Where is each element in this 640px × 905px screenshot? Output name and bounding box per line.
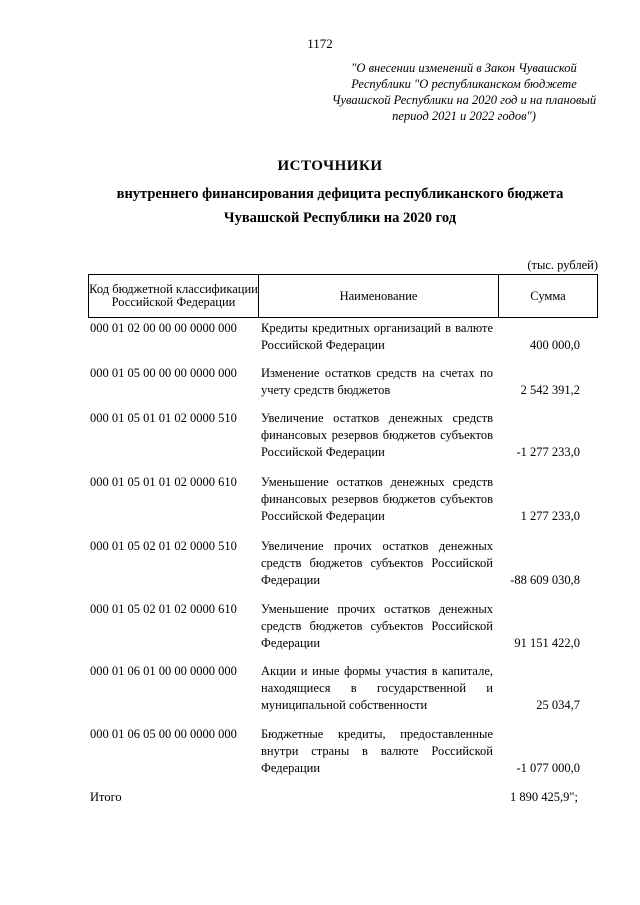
header-code: Код бюджетной классификации Российской Федерации	[89, 275, 259, 317]
row-name: Увеличение прочих остатков денежных средств бюджетов субъектов Российской Федерации	[261, 539, 493, 587]
row-amount: 2 542 391,2	[520, 383, 580, 397]
row-amount: 400 000,0	[530, 338, 580, 352]
row-name: Кредиты кредитных организаций в валюте Российской Федерации	[261, 321, 493, 352]
row-amount: -88 609 030,8	[510, 573, 580, 587]
page-number: 1172	[307, 36, 333, 51]
document-heading	[40, 182, 640, 230]
header-name: Наименование	[259, 275, 499, 317]
row-code: 000 01 05 00 00 00 0000 000	[90, 366, 237, 380]
heading-line-1: внутреннего финансирования дефицита республиканского бюджета	[116, 186, 564, 202]
row-code: 000 01 02 00 00 00 0000 000	[90, 321, 237, 335]
heading-line-2: Чувашской Республики на 2020 год	[223, 210, 457, 226]
row-code: 000 01 05 02 01 02 0000 510	[90, 539, 237, 553]
row-amount: 1 277 233,0	[520, 509, 580, 523]
units-label: (тыс. рублей)	[527, 258, 598, 272]
law-reference: "О внесении изменений в Закон Чувашской Республики "О республиканском бюджете Чувашской Республики на 2020 год и на плановый период 2021 и 2022 годов")	[331, 61, 597, 123]
row-amount: 25 034,7	[536, 698, 580, 712]
total-label: Итого	[90, 790, 122, 804]
row-name: Бюджетные кредиты, предоставленные внутри страны в валюте Российской Федерации	[261, 727, 493, 775]
row-name: Уменьшение остатков денежных средств финансовых резервов бюджетов субъектов Российской Федерации	[261, 475, 493, 523]
row-amount: 91 151 422,0	[514, 636, 580, 650]
row-code: 000 01 06 05 00 00 0000 000	[90, 727, 237, 741]
table-header	[88, 274, 598, 318]
row-name: Изменение остатков средств на счетах по учету средств бюджетов	[261, 366, 493, 397]
row-code: 000 01 05 01 01 02 0000 510	[90, 411, 237, 425]
row-name: Уменьшение прочих остатков денежных средств бюджетов субъектов Российской Федерации	[261, 602, 493, 650]
row-amount: -1 277 233,0	[516, 445, 580, 459]
document-title: ИСТОЧНИКИ	[277, 158, 383, 174]
header-sum: Сумма	[530, 288, 566, 303]
row-code: 000 01 05 01 01 02 0000 610	[90, 475, 237, 489]
row-name: Акции и иные формы участия в капитале, находящиеся в государственной и муниципальной собственности	[261, 664, 493, 712]
total-value: 1 890 425,9";	[510, 790, 578, 804]
row-name: Увеличение остатков денежных средств финансовых резервов бюджетов субъектов Российской Федерации	[261, 411, 493, 459]
row-code: 000 01 06 01 00 00 0000 000	[90, 664, 237, 678]
row-amount: -1 077 000,0	[516, 761, 580, 775]
row-code: 000 01 05 02 01 02 0000 610	[90, 602, 237, 616]
